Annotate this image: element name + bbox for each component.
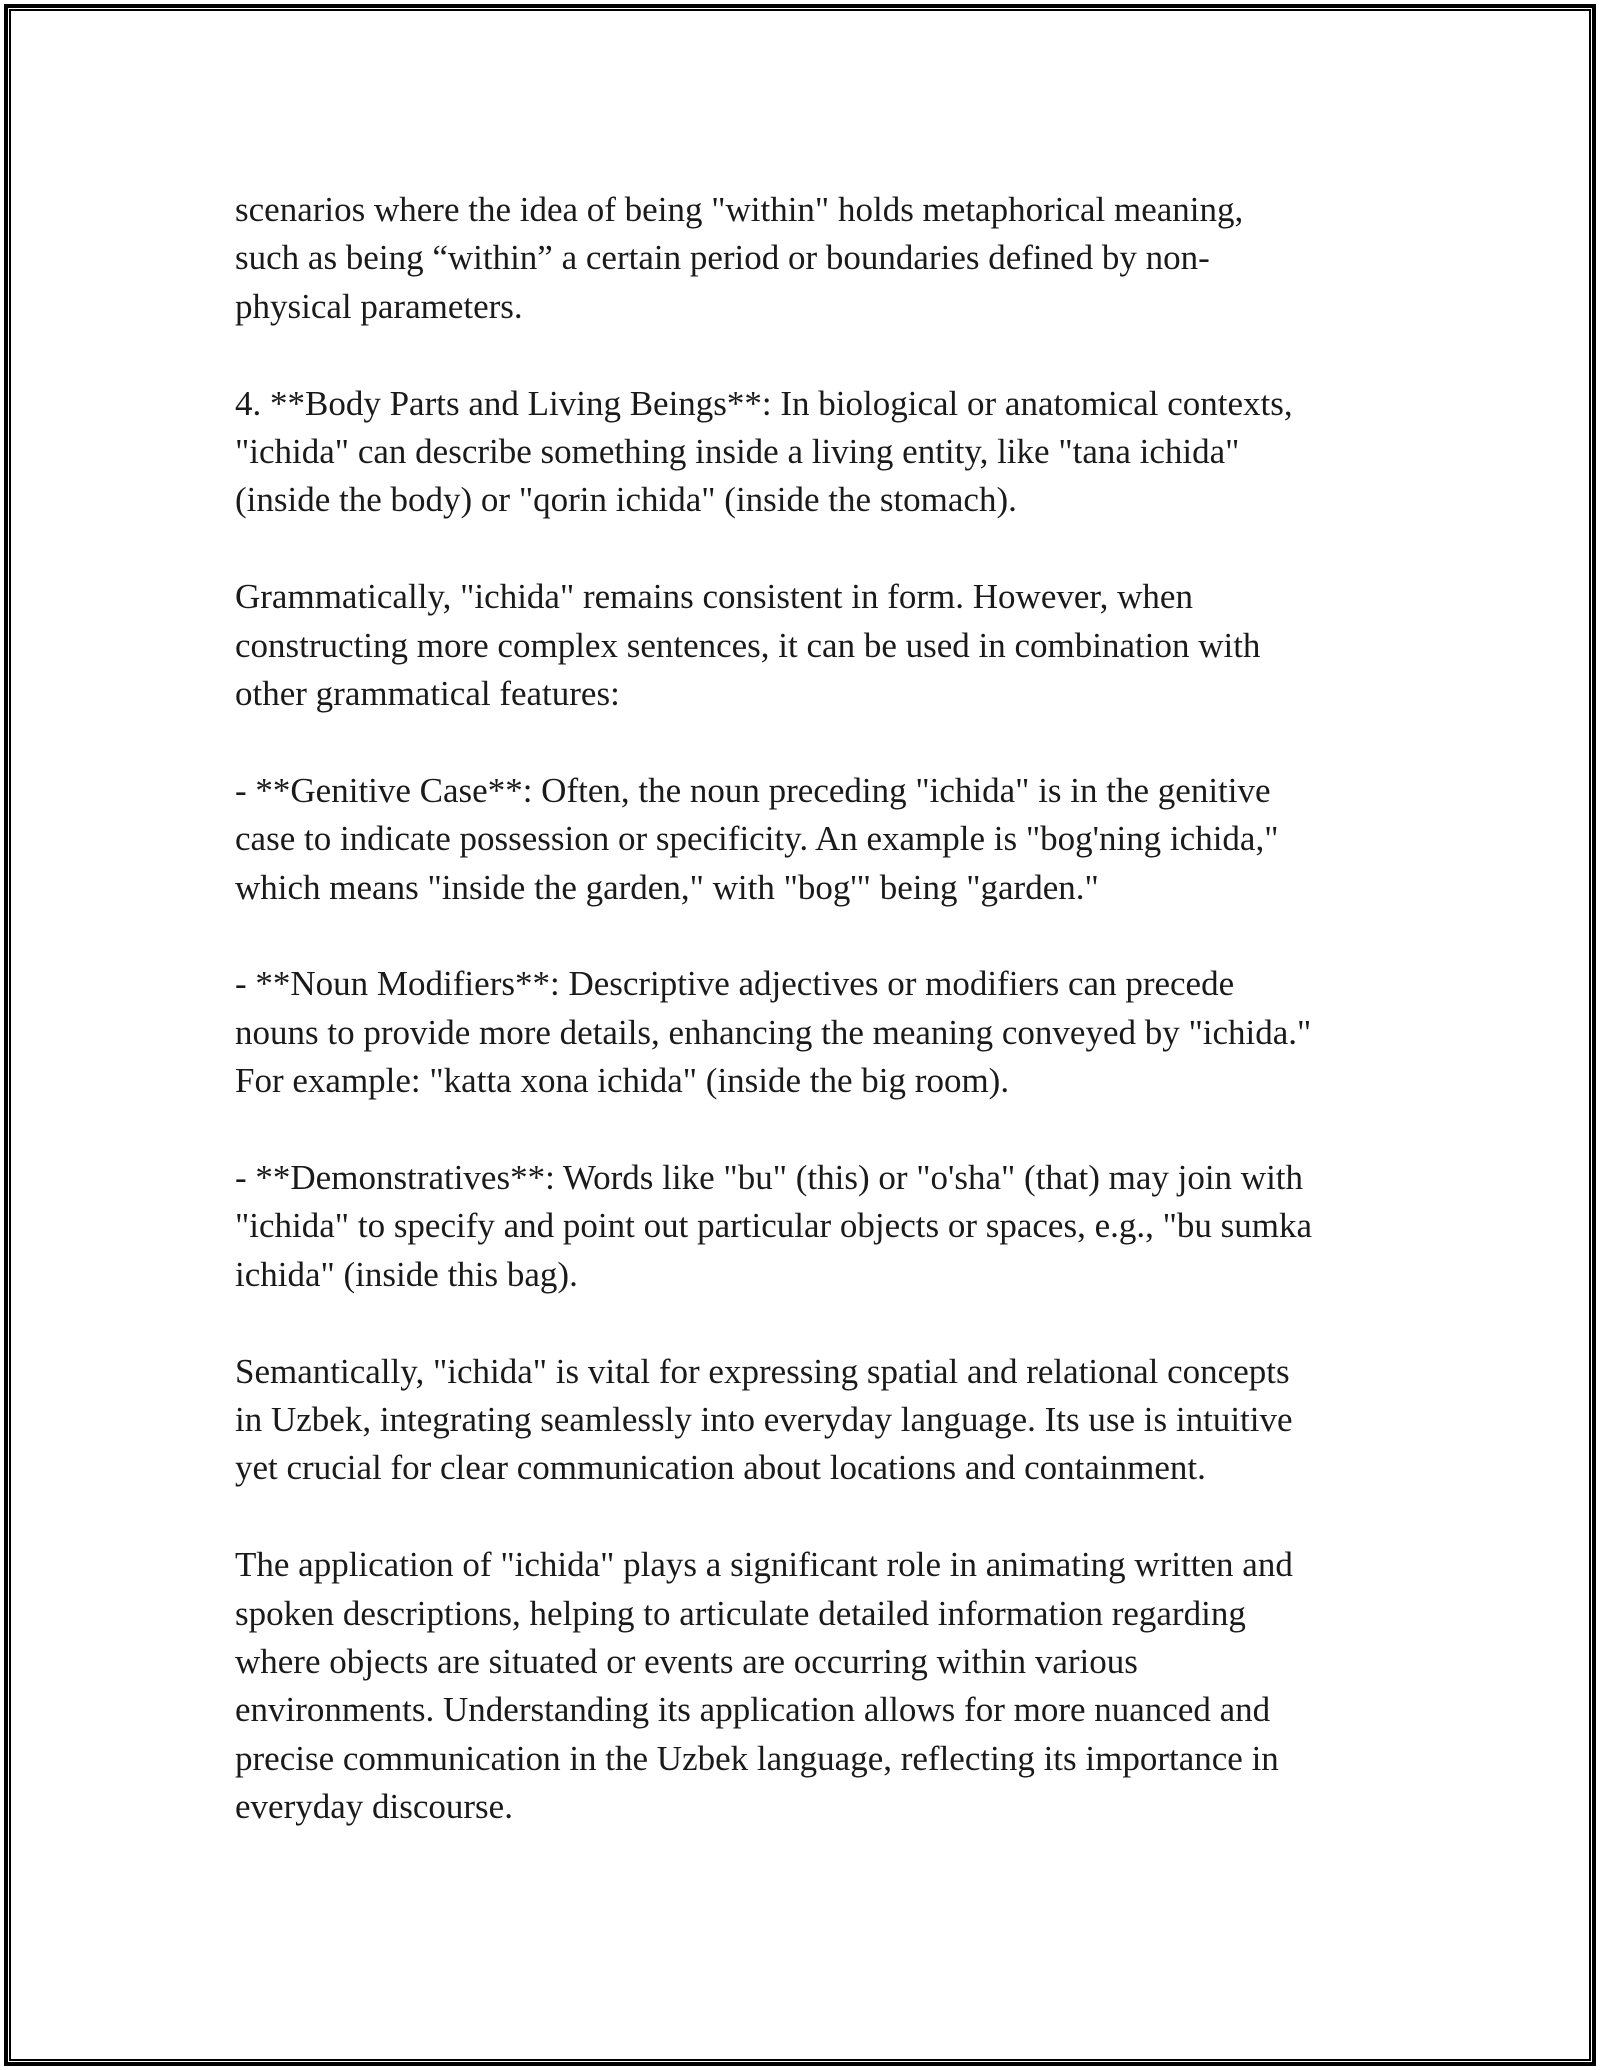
text-line: Grammatically, "ichida" remains consistent in form. However, when: [235, 577, 1193, 617]
text-line: case to indicate possession or specificity. An example is "bog'ning ichida,": [235, 819, 1279, 859]
paragraph-metaphorical-within: [235, 186, 1385, 331]
text-line: - **Demonstratives**: Words like "bu" (this) or "o'sha" (that) may join with: [235, 1158, 1304, 1198]
paragraph-genitive-case: [235, 767, 1385, 912]
text-line: - **Noun Modifiers**: Descriptive adjectives or modifiers can precede: [235, 964, 1235, 1004]
text-line: Semantically, "ichida" is vital for expressing spatial and relational concepts: [235, 1351, 1290, 1391]
text-line: 4. **Body Parts and Living Beings**: In biological or anatomical contexts,: [235, 383, 1293, 423]
text-line: physical parameters.: [235, 286, 523, 326]
text-line: - **Genitive Case**: Often, the noun preceding "ichida" is in the genitive: [235, 770, 1271, 810]
text-line: which means "inside the garden," with "bog'" being "garden.": [235, 867, 1099, 907]
text-line: ichida" (inside this bag).: [235, 1254, 578, 1294]
text-line: spoken descriptions, helping to articulate detailed information regarding: [235, 1593, 1246, 1633]
text-line: yet crucial for clear communication about locations and containment.: [235, 1448, 1206, 1488]
paragraph-body-parts: [235, 380, 1385, 525]
text-line: (inside the body) or "qorin ichida" (inside the stomach).: [235, 480, 1017, 520]
text-line: scenarios where the idea of being "within" holds metaphorical meaning,: [235, 190, 1244, 229]
text-line: everyday discourse.: [235, 1787, 513, 1827]
text-line: other grammatical features:: [235, 674, 620, 714]
text-line: For example: "katta xona ichida" (inside the big room).: [235, 1061, 1010, 1101]
text-line: "ichida" to specify and point out particular objects or spaces, e.g., "bu sumka: [235, 1206, 1313, 1246]
paragraph-grammatically: [235, 573, 1385, 718]
paragraph-semantically: [235, 1348, 1385, 1493]
paragraph-demonstratives: [235, 1154, 1385, 1299]
paragraph-application: [235, 1541, 1385, 1831]
text-line: constructing more complex sentences, it can be used in combination with: [235, 625, 1261, 665]
text-line: nouns to provide more details, enhancing the meaning conveyed by "ichida.": [235, 1012, 1312, 1052]
paragraph-noun-modifiers: [235, 960, 1385, 1105]
text-line: such as being “within” a certain period or boundaries defined by non-: [235, 238, 1210, 278]
text-line: precise communication in the Uzbek language, reflecting its importance in: [235, 1738, 1279, 1778]
text-line: "ichida" can describe something inside a living entity, like "tana ichida": [235, 432, 1240, 472]
text-line: The application of "ichida" plays a significant role in animating written and: [235, 1545, 1293, 1585]
text-line: where objects are situated or events are occurring within various: [235, 1642, 1138, 1682]
document-body: [235, 186, 1385, 1880]
text-line: environments. Understanding its application allows for more nuanced and: [235, 1690, 1271, 1730]
text-line: in Uzbek, integrating seamlessly into everyday language. Its use is intuitive: [235, 1400, 1293, 1440]
